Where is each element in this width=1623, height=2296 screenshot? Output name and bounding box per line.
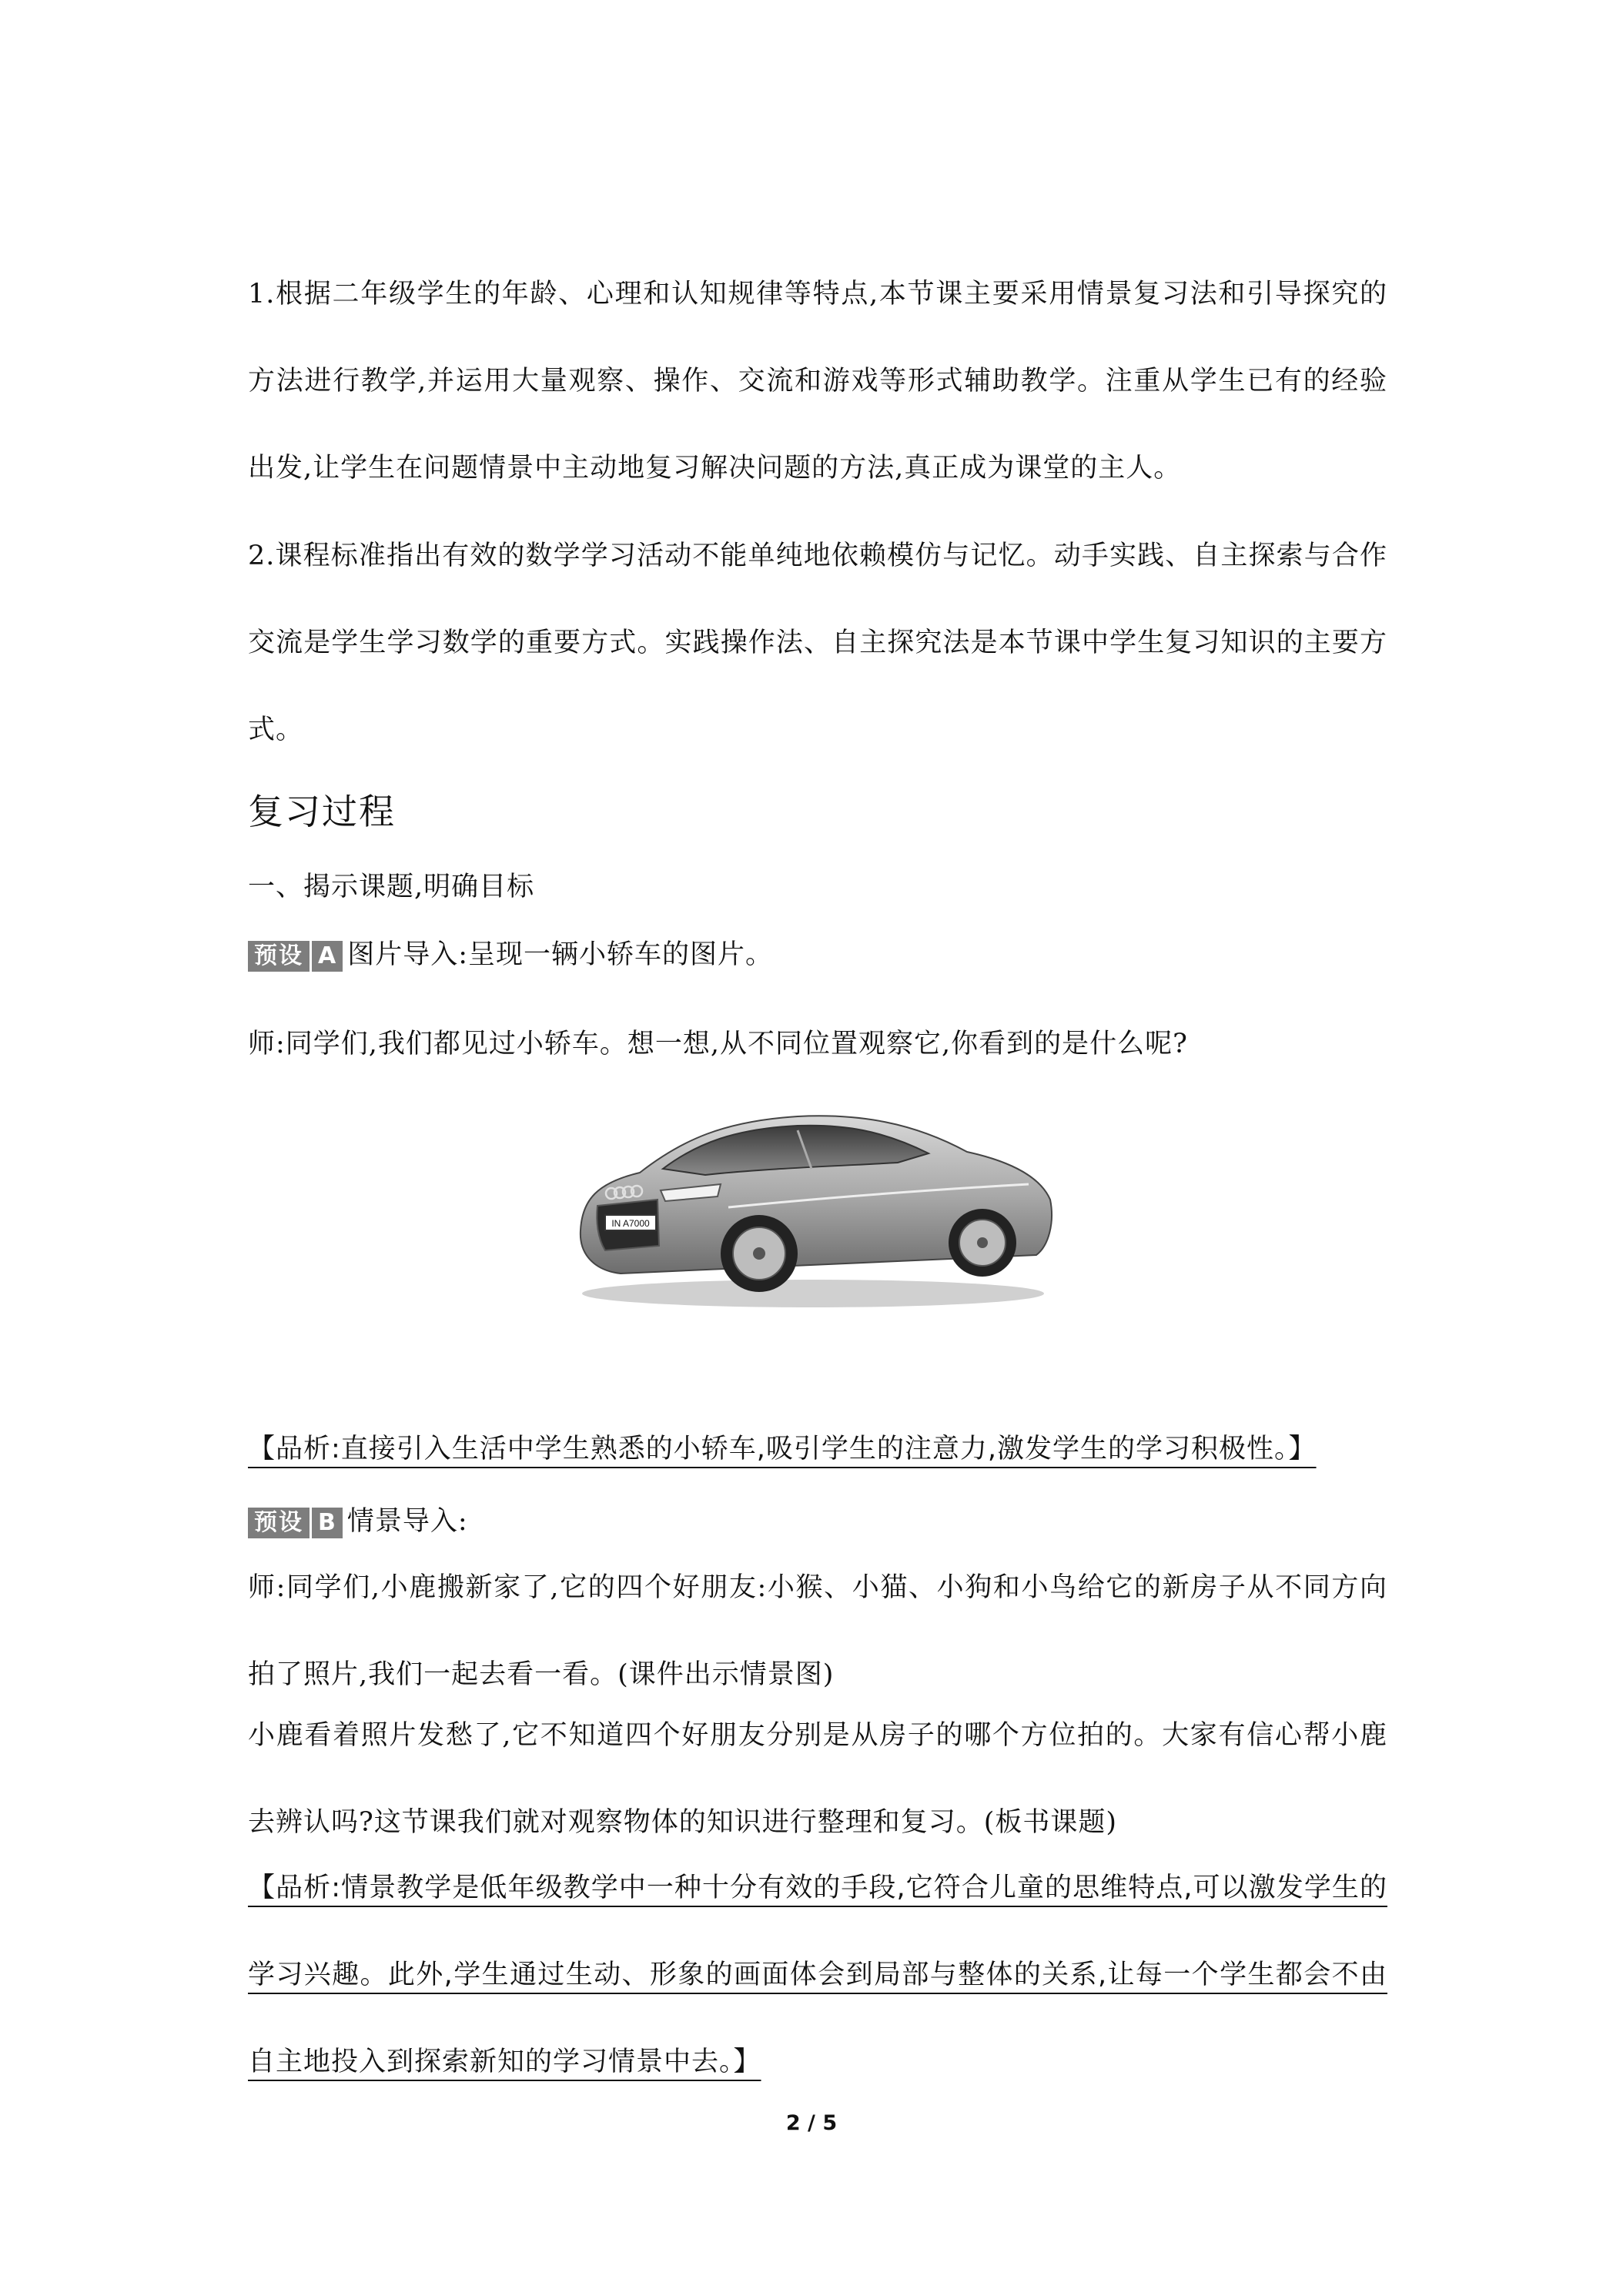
preset-b-analysis <box>248 1845 1387 2106</box>
front-wheel <box>721 1215 798 1292</box>
preset-b-line <box>248 1500 468 1538</box>
preset-a-badge-letter: A <box>312 941 343 972</box>
preset-b-analysis-text: 【品析:情景教学是低年级教学中一种十分有效的手段,它符合儿童的思维特点,可以激发学生的学习兴趣。此外,学生通过生动、形象的画面体会到局部与整体的关系,让每一个学生都会不由自主地投入到探索新知的学习情景中去。】 <box>248 1873 1387 2077</box>
preset-b-badge-label: 预设 <box>248 1508 310 1538</box>
section-subheading: 一、揭示课题,明确目标 <box>248 872 535 902</box>
license-plate: IN A7000 <box>611 1218 650 1229</box>
preset-a-analysis <box>248 1406 1387 1493</box>
car-image <box>567 1092 1059 1317</box>
preset-a-text: 图片导入:呈现一辆小轿车的图片。 <box>347 939 774 970</box>
preset-a-badge-label: 预设 <box>248 941 310 972</box>
intro-paragraph-1: 1.根据二年级学生的年龄、心理和认知规律等特点,本节课主要采用情景复习法和引导探究的方法进行教学,并运用大量观察、操作、交流和游戏等形式辅助教学。注重从学生已有的经验出发,让学生在问题情景中主动地复习解决问题的方法,真正成为课堂的主人。 <box>248 279 1387 484</box>
preset-a-teacher-line: 师:同学们,我们都见过小轿车。想一想,从不同位置观察它,你看到的是什么呢? <box>248 1029 1188 1059</box>
preset-a-line <box>248 933 773 972</box>
preset-b-text: 情景导入: <box>346 1506 468 1537</box>
intro-paragraph-2: 2.课程标准指出有效的数学学习活动不能单纯地依赖模仿与记忆。动手实践、自主探索与合作交流是学生学习数学的重要方式。实践操作法、自主探究法是本节课中学生复习知识的主要方式。 <box>248 541 1387 745</box>
preset-b-deer-paragraph: 小鹿看着照片发愁了,它不知道四个好朋友分别是从房子的哪个方位拍的。大家有信心帮小鹿去辨认吗?这节课我们就对观察物体的知识进行整理和复习。(板书课题) <box>248 1720 1387 1838</box>
page-number: 2 / 5 <box>785 2111 838 2135</box>
preset-a-badge <box>248 941 343 972</box>
section-heading: 复习过程 <box>248 791 396 832</box>
rear-wheel <box>949 1209 1016 1277</box>
preset-b-teacher-paragraph: 师:同学们,小鹿搬新家了,它的四个好朋友:小猴、小猫、小狗和小鸟给它的新房子从不同方向拍了照片,我们一起去看一看。(课件出示情景图) <box>248 1572 1387 1690</box>
preset-b-badge-letter: B <box>312 1508 343 1538</box>
preset-a-analysis-text: 【品析:直接引入生活中学生熟悉的小轿车,吸引学生的注意力,激发学生的学习积极性。】 <box>248 1434 1317 1464</box>
preset-b-badge <box>248 1508 343 1538</box>
